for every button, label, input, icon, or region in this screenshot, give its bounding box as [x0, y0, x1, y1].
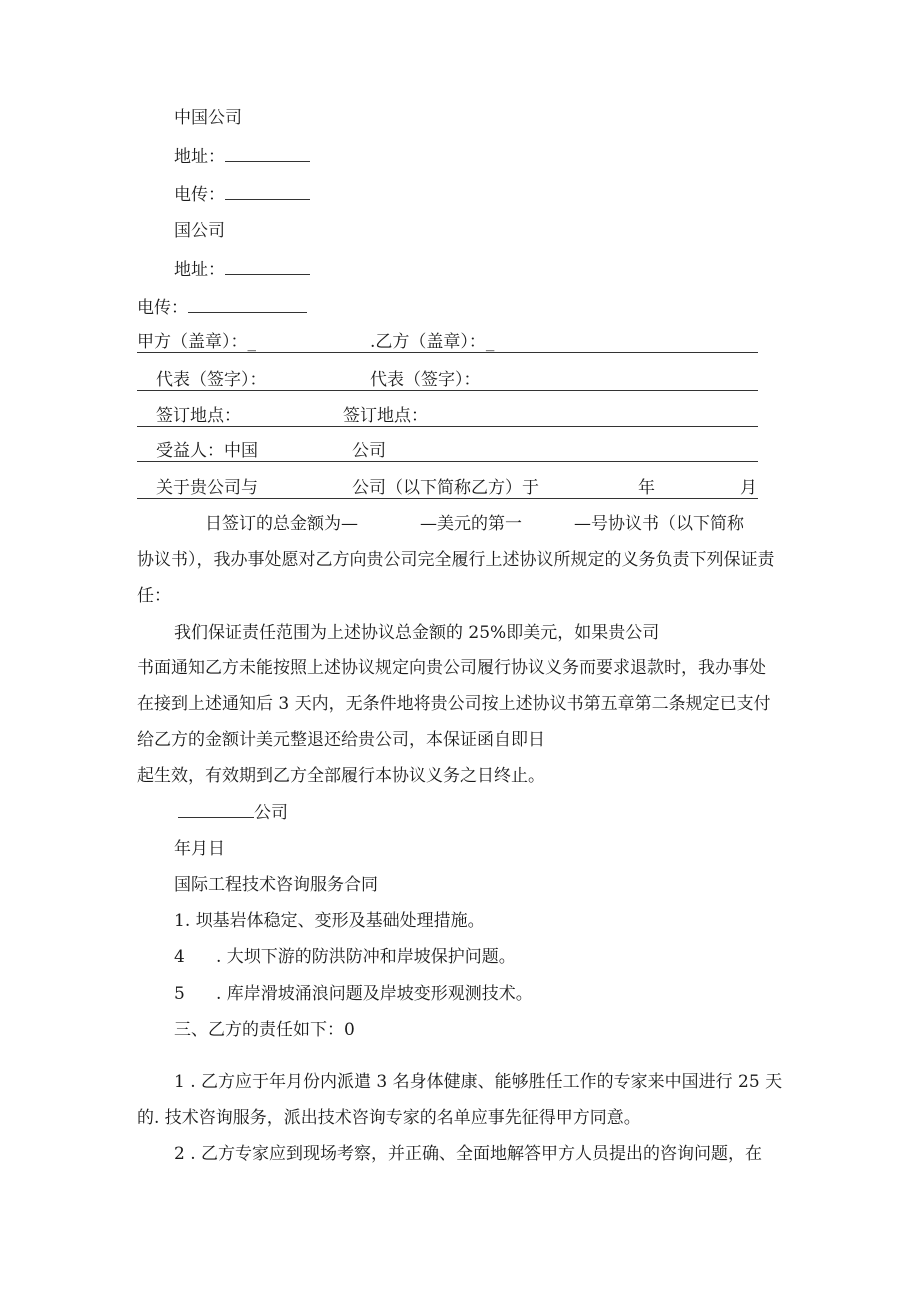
- party-a-representative: 代表（签字）：: [156, 370, 267, 390]
- issuer-company: [178, 800, 288, 825]
- guarantee-line-8: 起生效，有效期到乙方全部履行本协议义务之日终止。: [137, 766, 545, 786]
- address-blank: [225, 257, 310, 275]
- party-b-representative: 代表（签字）：: [370, 370, 481, 390]
- table-rule: [137, 352, 758, 353]
- regarding-label: 关于贵公司与: [156, 478, 258, 498]
- address-label: 地址：: [174, 147, 225, 167]
- duty-1-line-2: 的. 技术咨询服务，派出技术咨询专家的名单应事先征得甲方同意。: [137, 1108, 641, 1128]
- company-suffix: 公司: [254, 803, 288, 823]
- guarantee-line-6: 在接到上述通知后 3 天内，无条件地将贵公司按上述协议书第五章第二条规定已支付: [137, 694, 771, 714]
- table-rule: [137, 390, 758, 391]
- fax-blank: [225, 182, 310, 200]
- contract-title: 国际工程技术咨询服务合同: [174, 875, 378, 895]
- party-a-signing-place: 签订地点：: [156, 406, 241, 426]
- table-rule: [137, 498, 758, 499]
- section-3-heading: 三、乙方的责任如下：0: [174, 1020, 355, 1040]
- contract-item-4-number: 4: [174, 947, 185, 967]
- address-label: 地址：: [174, 260, 225, 280]
- contract-item-1: 1. 坝基岩体稳定、变形及基础处理措施。: [174, 911, 485, 931]
- guarantee-line-1b: —美元的第一: [420, 514, 522, 534]
- party-a-address: [174, 144, 310, 169]
- fax-blank: [188, 295, 307, 313]
- guarantee-line-7: 给乙方的金额计美元整退还给贵公司，本保证函自即日: [137, 730, 545, 750]
- guarantee-line-3: 任：: [137, 586, 171, 606]
- guarantee-line-4: 我们保证责任范围为上述协议总金额的 25%即美元，如果贵公司: [174, 623, 660, 643]
- duty-1-line-1: 1 . 乙方应于年月份内派遣 3 名身体健康、能够胜任工作的专家来中国进行 25 天: [174, 1072, 783, 1092]
- address-blank: [225, 144, 310, 162]
- table-rule: [137, 461, 758, 462]
- party-b-company: 国公司: [174, 221, 225, 241]
- party-a-seal: 甲方（盖章）：_: [137, 332, 256, 352]
- year-label: 年: [638, 478, 655, 498]
- month-label: 月: [740, 478, 757, 498]
- issue-date: 年月日: [174, 839, 225, 859]
- guarantee-line-5: 书面通知乙方未能按照上述协议规定向贵公司履行协议义务而要求退款时，我办事处: [137, 658, 766, 678]
- table-rule: [137, 426, 758, 427]
- party-b-address: [174, 257, 310, 282]
- contract-item-5-number: 5: [174, 984, 185, 1004]
- guarantee-line-1a: 日签订的总金额为—: [205, 514, 358, 534]
- guarantee-line-2: 协议书），我办事处愿对乙方向贵公司完全履行上述协议所规定的义务负责下列保证责: [137, 550, 775, 570]
- party-a-fax: [174, 182, 310, 207]
- guarantee-line-1c: —号协议书（以下简称: [574, 514, 744, 534]
- beneficiary-label: 受益人：中国: [156, 441, 258, 461]
- regarding-company: 公司（以下简称乙方）于: [352, 478, 539, 498]
- party-a-company: 中国公司: [174, 108, 242, 128]
- contract-item-4-text: . 大坝下游的防洪防冲和岸坡保护问题。: [216, 947, 516, 967]
- party-b-seal: .乙方（盖章）：_: [370, 332, 495, 352]
- party-b-signing-place: 签订地点：: [343, 406, 428, 426]
- contract-item-5-text: . 库岸滑坡涌浪问题及岸坡变形观测技术。: [216, 984, 533, 1004]
- fax-label: 电传：: [137, 298, 188, 318]
- company-blank: [178, 800, 254, 818]
- party-b-fax: [137, 295, 307, 320]
- fax-label: 电传：: [174, 185, 225, 205]
- beneficiary-company: 公司: [352, 441, 386, 461]
- duty-2-line-1: 2 . 乙方专家应到现场考察，并正确、全面地解答甲方人员提出的咨询问题，在: [174, 1144, 763, 1164]
